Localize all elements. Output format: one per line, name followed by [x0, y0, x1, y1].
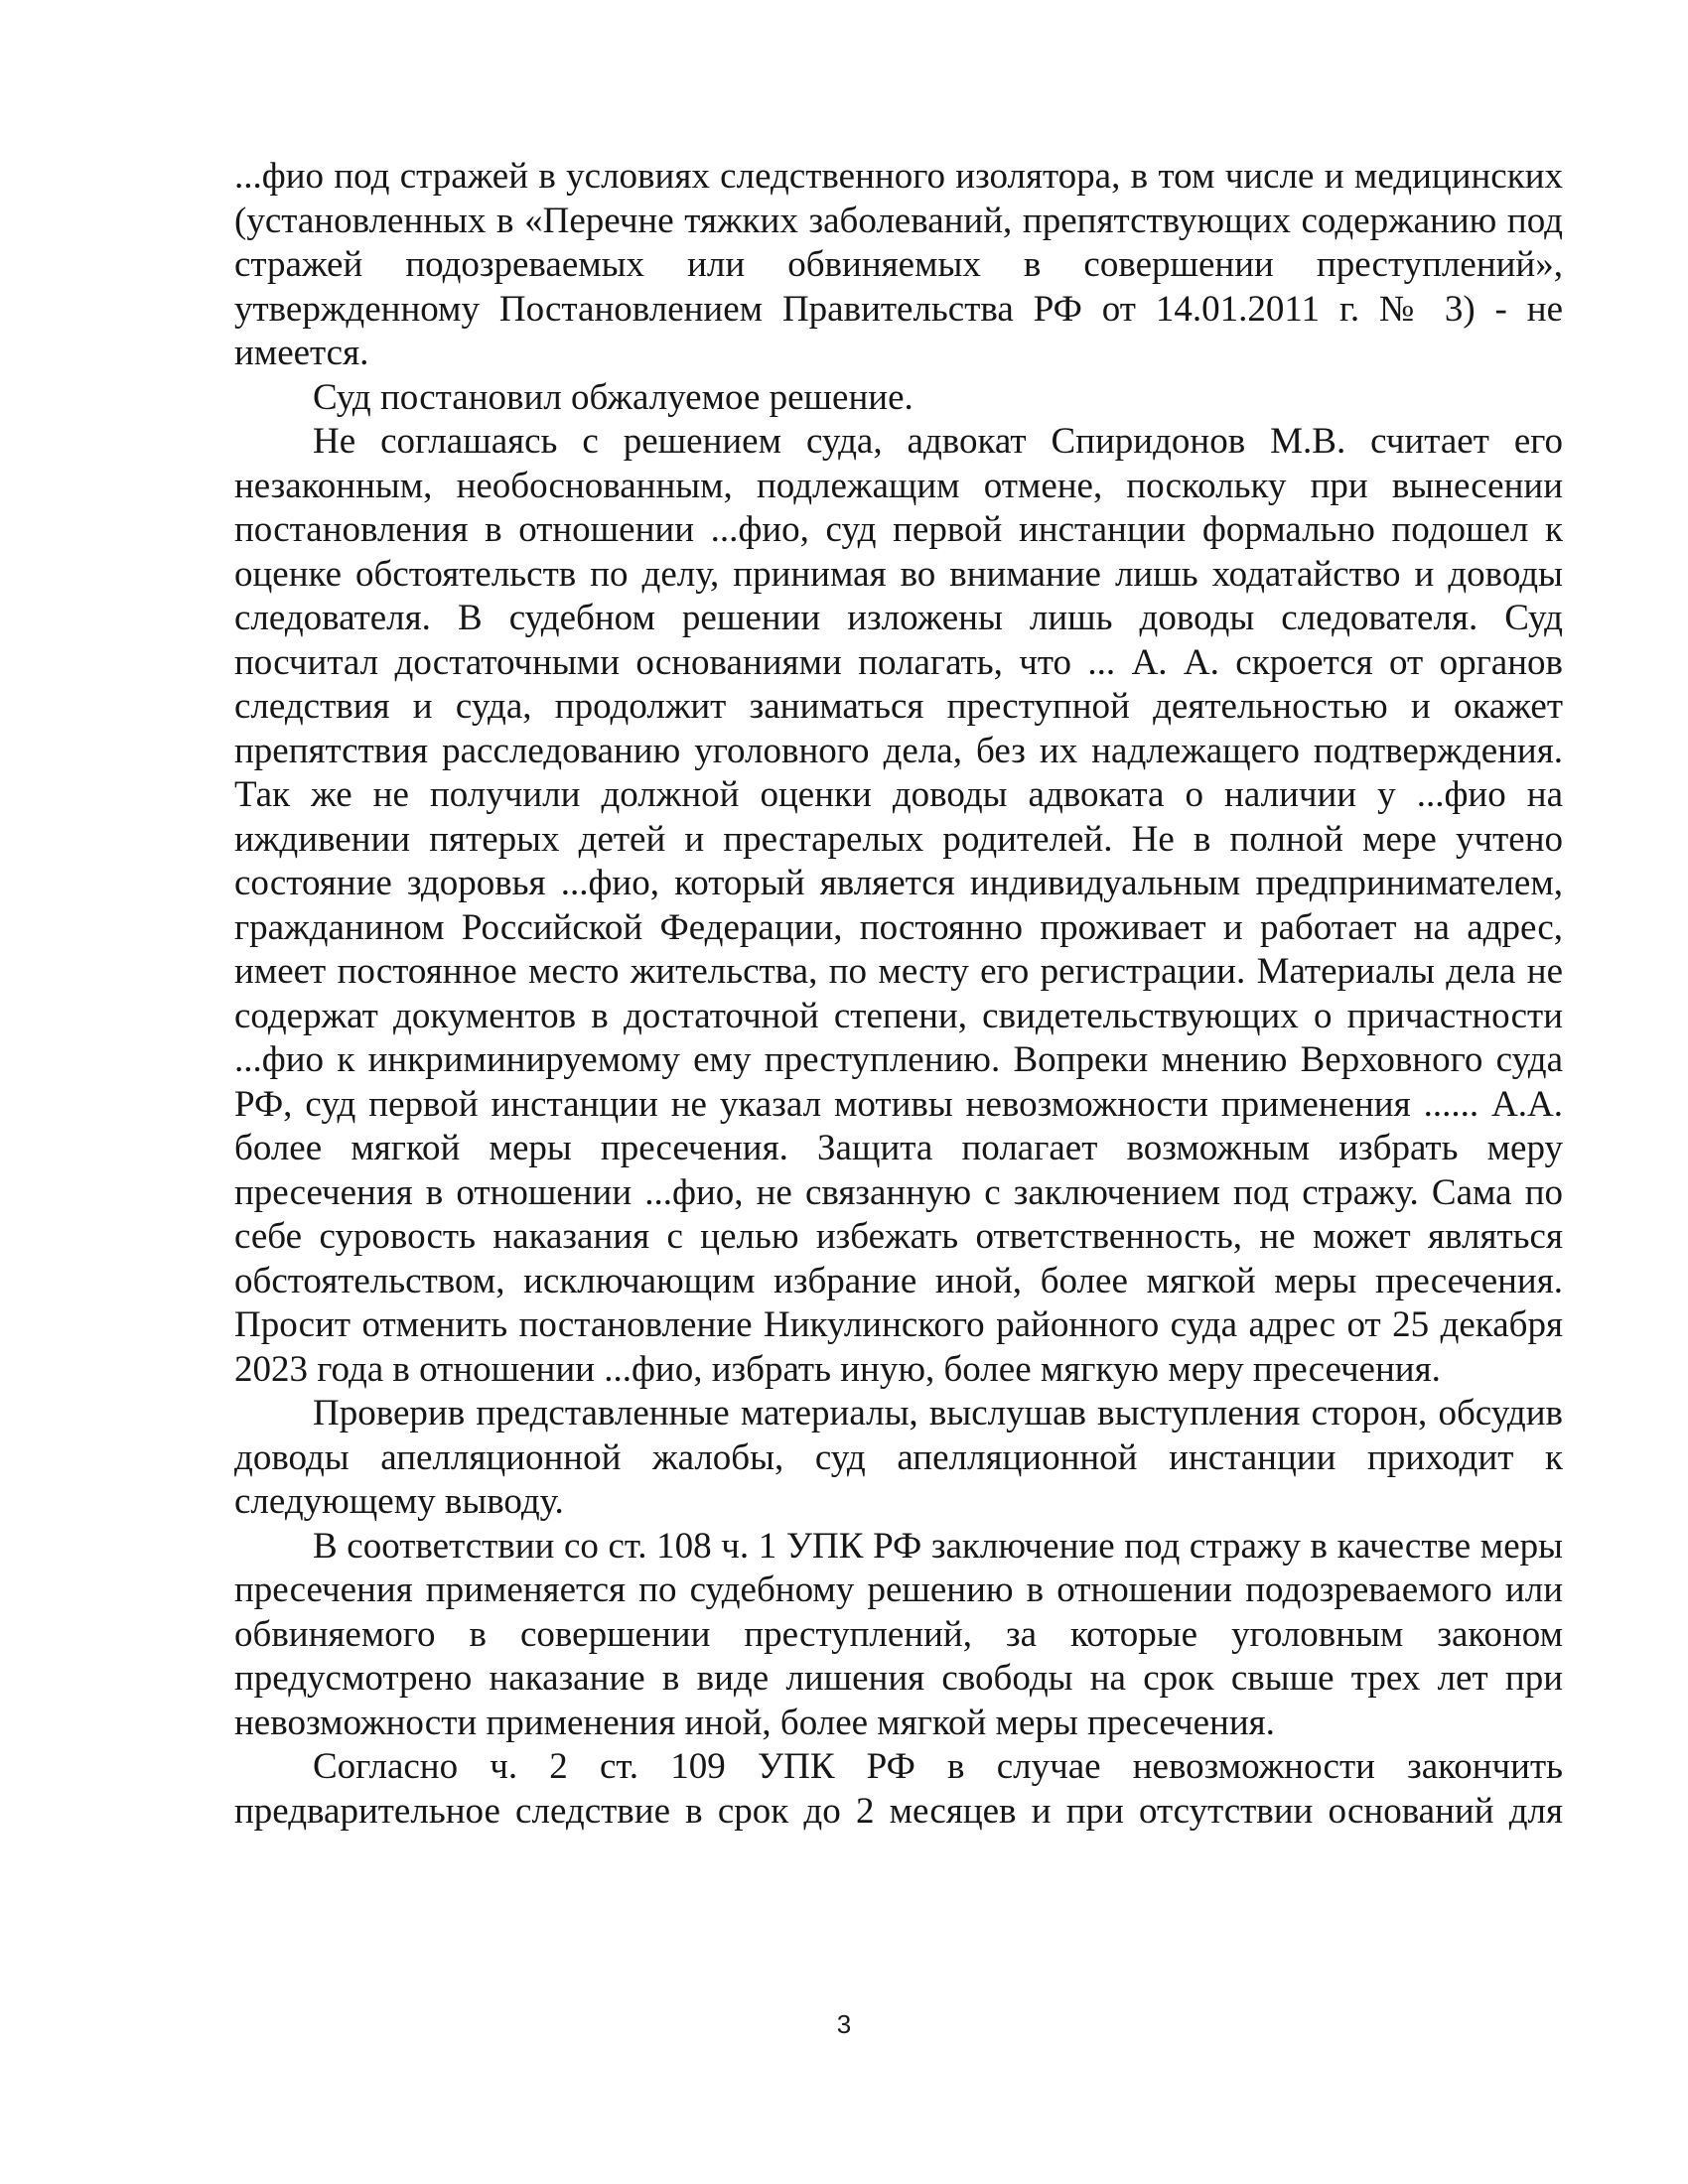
- document-body: [234, 155, 1563, 1834]
- paragraph-appeal-arguments: Не соглашаясь с решением суда, адвокат Спиридонов М.В. считает его незаконным, необоснованным, подлежащим отмене, поскольку при вынесении постановления в отношении ...фио, суд первой инстанции формально подошел к оценке обстоятельств по делу, принимая во внимание лишь ходатайство и доводы следователя. В судебном решении изложены лишь доводы следователя. Суд посчитал достаточными основаниями полагать, что ... А. А. скроется от органов следствия и суда, продолжит заниматься преступной деятельностью и окажет препятствия расследованию уголовного дела, без их надлежащего подтверждения. Так же не получили должной оценки доводы адвоката о наличии у ...фио на иждивении пятерых детей и престарелых родителей. Не в полной мере учтено состояние здоровья ...фио, который является индивидуальным предпринимателем, гражданином Российской Федерации, постоянно проживает и работает на адрес, имеет постоянное место жительства, по месту его регистрации. Материалы дела не содержат документов в достаточной степени, свидетельствующих о причастности ...фио к инкриминируемому ему преступлению. Вопреки мнению Верховного суда РФ, суд первой инстанции не указал мотивы невозможности применения ...... А.А. более мягкой меры пресечения. Защита полагает возможным избрать меру пресечения в отношении ...фио, не связанную с заключением под стражу. Сама по себе суровость наказания с целью избежать ответственность, не может являться обстоятельством, исключающим избрание иной, более мягкой меры пресечения. Просит отменить постановление Никулинского районного суда адрес от 25 декабря 2023 года в отношении ...фио, избрать иную, более мягкую меру пресечения.: [234, 421, 1563, 1390]
- paragraph-article-108: В соответствии со ст. 108 ч. 1 УПК РФ заключение под стражу в качестве меры пресечения применяется по судебному решению в отношении подозреваемого или обвиняемого в совершении преступлений, за которые уголовным законом предусмотрено наказание в виде лишения свободы на срок свыше трех лет при невозможности применения иной, более мягкой меры пресечения.: [234, 1525, 1563, 1743]
- paragraph-review: Проверив представленные материалы, выслушав выступления сторон, обсудив доводы апелляционной жалобы, суд апелляционной инстанции приходит к следующему выводу.: [234, 1393, 1563, 1522]
- page-number: 3: [836, 2009, 852, 2039]
- paragraph-continuation: ...фио под стражей в условиях следственного изолятора, в том числе и медицинских (установленных в «Перечне тяжких заболеваний, препятствующих содержанию под стражей подозреваемых или обвиняемых в совершении преступлений», утвержденному Постановлением Правительства РФ от 14.01.2011 г. № 3) - не имеется.: [234, 156, 1563, 373]
- paragraph-court-ruling: Суд постановил обжалуемое решение.: [313, 376, 914, 418]
- paragraph-article-109: Согласно ч. 2 ст. 109 УПК РФ в случае невозможности закончить предварительное следствие в срок до 2 месяцев и при отсутствии оснований для: [234, 1746, 1563, 1832]
